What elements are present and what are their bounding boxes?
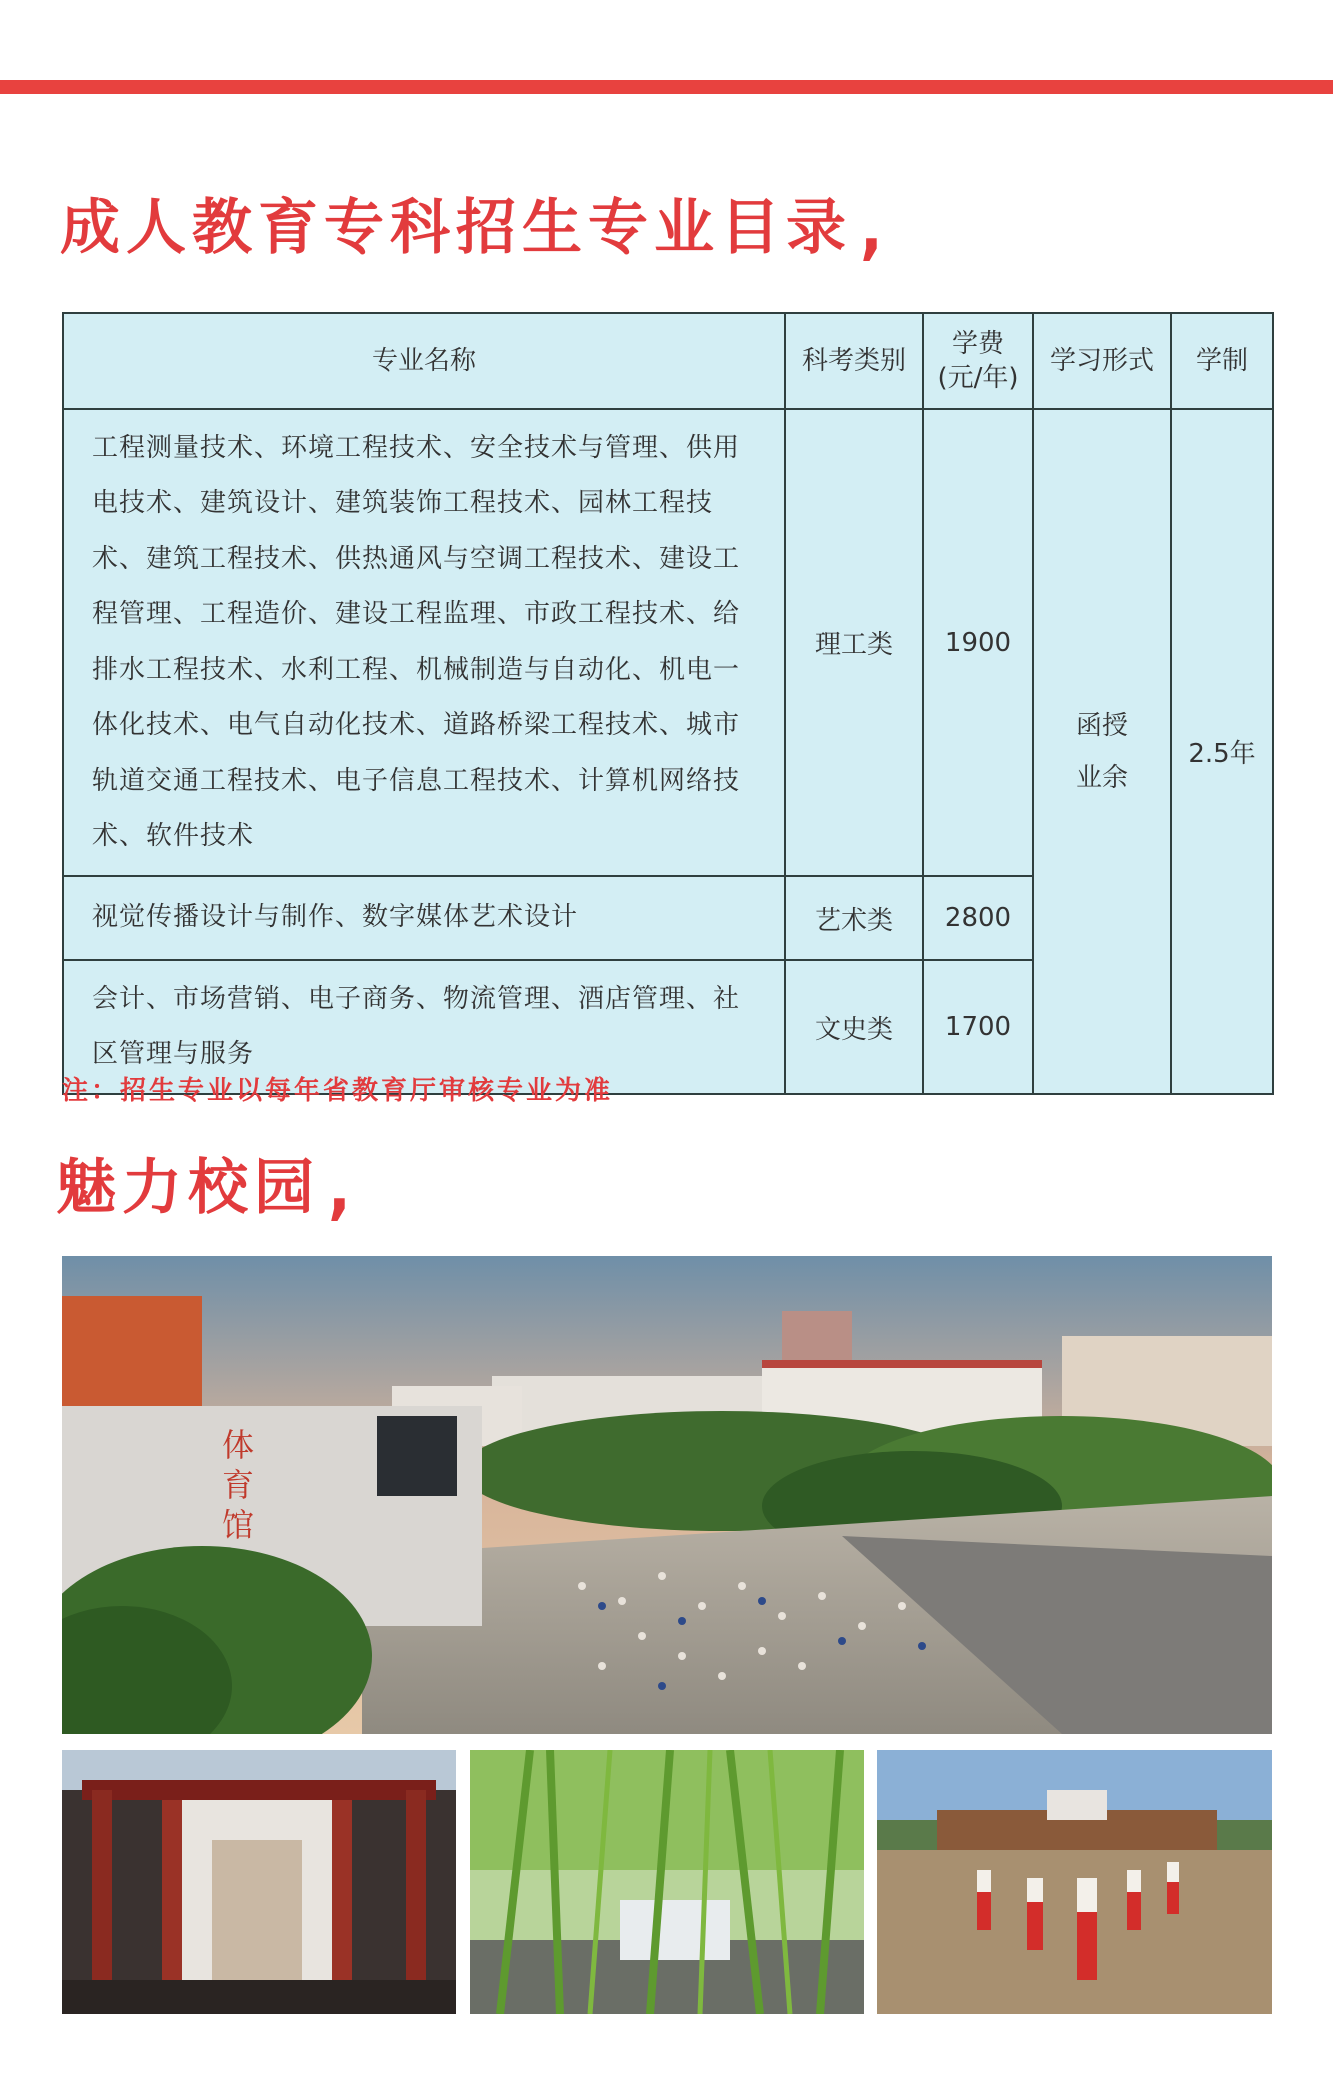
fee-cell: 2800 [923, 876, 1033, 960]
majors-cell: 工程测量技术、环境工程技术、安全技术与管理、供用电技术、建筑设计、建筑装饰工程技术、园林工程技术、建筑工程技术、供热通风与空调工程技术、建设工程管理、工程造价、建设工程监理、市政工程技术、给排水工程技术、水利工程、机械制造与自动化、机电一体化技术、电气自动化技术、道路桥梁工程技术、城市轨道交通工程技术、电子信息工程技术、计算机网络技术、软件技术 [63, 409, 785, 876]
major-catalog-table [62, 312, 1274, 1095]
gym-sign-char: 体 [222, 1426, 255, 1464]
study-form-line1: 函授 [1075, 710, 1128, 741]
exhibition-hall-photo [62, 1750, 456, 2014]
category-cell: 文史类 [785, 960, 923, 1094]
enrollment-note: 注：招生专业以每年省教育厅审核专业为准 [62, 1076, 614, 1106]
gym-sign-char: 育 [222, 1466, 255, 1504]
majors-cell: 会计、市场营销、电子商务、物流管理、酒店管理、社区管理与服务 [63, 960, 785, 1094]
campus-title-mark: , [328, 1147, 357, 1229]
catalog-title-text: 成人教育专科招生专业目录 [60, 193, 852, 263]
header-category: 科考类别 [785, 313, 923, 409]
bamboo-grove-photo [470, 1750, 864, 2014]
table-header-row [63, 313, 1273, 409]
duration-cell: 2.5年 [1171, 409, 1273, 1094]
top-accent-bar [0, 80, 1333, 94]
catalog-title [60, 180, 889, 269]
header-duration: 学制 [1171, 313, 1273, 409]
study-form-cell [1033, 409, 1171, 1094]
catalog-title-mark: , [860, 187, 889, 269]
gym-sign-char: 馆 [222, 1506, 255, 1544]
courtyard-performers-photo [877, 1750, 1272, 2014]
majors-cell: 视觉传播设计与制作、数字媒体艺术设计 [63, 876, 785, 960]
fee-cell: 1900 [923, 409, 1033, 876]
header-major: 专业名称 [63, 313, 785, 409]
category-cell: 艺术类 [785, 876, 923, 960]
header-form: 学习形式 [1033, 313, 1171, 409]
header-fee-line1: 学费 [951, 329, 1004, 359]
campus-plaza-photo [62, 1256, 1272, 1734]
campus-title [56, 1140, 357, 1229]
fee-cell: 1700 [923, 960, 1033, 1094]
campus-title-text: 魅力校园 [56, 1153, 320, 1223]
header-fee [923, 313, 1033, 409]
category-cell: 理工类 [785, 409, 923, 876]
header-fee-line2: (元/年) [937, 363, 1019, 393]
study-form-line2: 业余 [1075, 762, 1128, 793]
table-row [63, 409, 1273, 876]
